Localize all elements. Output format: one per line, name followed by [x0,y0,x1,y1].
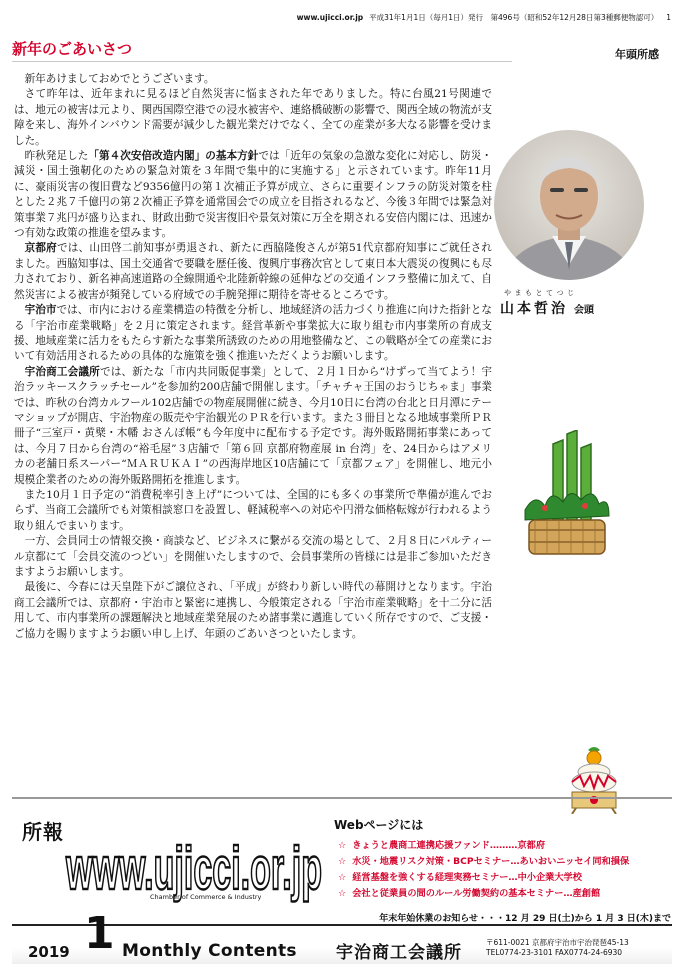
paragraph-text: では、市内における産業構造の特徴を分析し、地域経済の活力づくり推進に向けた指針となる「宇治市産業戦略」を２月に策定されます。経営革新や事業拡大に取り組む市内事業所の育成支援、地域産業に活力をもたらす新たな事業所誘致のための用地整備など、この戦略が全ての産業において有効活用されるための具体的な施策を強く推進いただくようお願いします。 [14,304,493,363]
paragraph-text: では、新たな「市内共同販促事業」として、２月１日から“けずって当てよう！宇治ラッキースクラッチセール”を参加約200店舗で開催します。「チャチャ王国のおうじちゃま」事業では、昨秋の台湾カルフール102店舗での物産展開催に続き、今月10日に台湾の台北と日月潭にテーマショップが開店、宇治物産の販売や宇治観光のＰＲを行います。また３冊目となる地域事業所ＰＲ冊子“三室戸・黄檗・木幡 おさんぽ帳”も今年度中に配布する予定です。海外販路開拓事業にあっては、今月７日から台湾の“裕毛屋”３店舗で「第６回 京都府物産展 in 台湾」を、24日からはアメリカの老舗日系スーパー“ＭＡＲＵＫＡＩ”の西海岸地区10店舗にて「京都フェア」を開催し、地元小規模企業者のための海外販路開拓を推進します。 [14,365,492,486]
author-role: 会頭 [574,305,594,316]
web-link-item[interactable] [338,838,670,854]
section-label: 年頭所感 [615,48,659,61]
star-icon: ☆ [338,888,347,899]
header-site-url[interactable]: www.ujicci.or.jp [296,13,364,22]
article-body [14,72,492,642]
holiday-notice: 年末年始休業のお知らせ・・・12 月 29 日(土)から 1 月 3 日(木)まで [379,914,671,924]
highlight-text: 宇治商工会議所 [24,365,100,378]
contact-line: TEL0774-23-3101 FAX0774-24-6930 [486,948,623,957]
portrait-icon [494,130,644,280]
author-signature [500,288,650,318]
article-paragraph [14,241,492,303]
site-logo-text: www.ujicci.or.jp [65,835,323,902]
article-paragraph [14,149,492,241]
web-link-item[interactable] [338,886,670,902]
logo-subtitle: Chamber of Commerce & Industry [150,893,262,901]
author-ruby: やまもとてつじ [504,289,578,297]
highlight-text: 「第４次安倍改造内閣」の基本方針 [88,150,259,163]
web-links [338,838,670,902]
paragraph-text: では「近年の気象の急激な変化に対応し、防災・減災・国土強靭化のための緊急対策を３年間で集中的に実施する」と示されています。昨年11月に、豪雨災害の復旧費など9356億円の第１次補正予算が成立、さらに重要インフラの防災対策を柱とした２兆７千億円の第２次補正予算を通常国会での成立を目指されるなど、今後３年間では緊急対策事業７兆円が盛り込まれ、財政出動で災害復旧や景気対策に万全を期される安倍内閣には、迅速かつ有効な政策の推進を望みます。 [14,150,493,240]
author-name: 山本哲治 [500,301,568,317]
page-number: 1 [666,13,671,22]
issue-year: 2019 [28,943,70,961]
star-icon: ☆ [338,856,347,867]
kagami-mochi-illustration [558,742,630,814]
web-link-item[interactable] [338,870,670,886]
paragraph-text: 昨秋発足した [24,150,89,163]
article-paragraph [14,488,492,534]
kadomatsu-icon [515,430,615,560]
page-title: 新年のごあいさつ [12,40,133,58]
article-paragraph [14,580,492,642]
paragraph-text: 最後に、今春には天皇陛下がご譲位され、「平成」が終わり新しい時代の幕開けとなります。宇治商工会議所では、京都府・宇治市と緊密に連携し、今般策定される「宇治市産業戦略」を十二分に活用して、市内事業所の課題解決と地域産業発展のため諸事業に邁進していく所存ですので、ご支援・ご協力を賜りますようお願い申し上げ、年頭のごあいさつといたします。 [14,581,492,640]
paragraph-text: さて昨年は、近年まれに見るほど自然災害に悩まされた年でありました。特に台風21号関連では、地元の被害は元より、関西国際空港での浸水被害や、連絡橋破断の影響で、関西全域の物流が支障を来し、海外インバウンド需要が減少した観光業だけでなく、全ての産業が多大なる影響を受けました。 [14,88,492,147]
web-link-item[interactable] [338,854,670,870]
highlight-text: 京都府 [24,242,57,255]
monthly-contents-label: Monthly Contents [122,941,297,961]
article-paragraph [14,87,492,149]
header-meta [297,12,671,23]
paragraph-text: では、山田啓二前知事が勇退され、新たに西脇隆俊さんが第51代京都府知事にご就任されました。西脇知事は、国土交通省で要職を歴任後、復興庁事務次官として東日本大震災の復興にも尽力されており、新名神高速道路の全線開通や北陸新幹線の延伸などの交通インフラ整備に加えて、自然災害による被害が頻発している府域での手腕発揮に期待を寄せるところです。 [14,242,493,301]
kadomatsu-illustration [515,430,615,560]
web-heading: Webページには [334,818,424,832]
article-paragraph [14,72,492,87]
footer-divider [12,797,672,799]
web-link-label: 水災・地震リスク対策・BCPセミナー…あいおいニッセイ同和損保 [352,856,630,867]
star-icon: ☆ [338,872,347,883]
title-bar [12,38,512,62]
paragraph-text: また10月１日予定の“消費税率引き上げ”については、全国的にも多くの事業所で準備が進んでおらず、当商工会議所でも対策相談窓口を設置し、軽減税率への対応や円滑な価格転嫁が行われるよう取り組んでまいります。 [14,488,492,532]
chairman-photo [494,130,644,280]
address-line: 〒611-0021 京都府宇治市宇治琵琶45-13 [486,938,629,947]
web-link-label: 経営基盤を強くする経理実務セミナー…中小企業大学校 [352,872,582,883]
organization-name: 宇治商工会議所 [336,943,462,963]
shoho-label: 所報 [22,820,64,844]
header-issue-info: 平成31年1月1日（毎月1日）発行 第496号（昭和52年12月28日第3種郵便物認可） [369,13,659,22]
article-paragraph [14,303,492,365]
web-link-label: 会社と従業員の間のルール労働契約の基本セミナー…産創館 [352,888,601,899]
issue-month: 1 [84,908,115,959]
highlight-text: 宇治市 [24,304,57,317]
organization-address [486,938,629,958]
article-paragraph [14,365,492,488]
paragraph-text: 新年あけましておめでとうございます。 [24,73,215,85]
article-paragraph [14,534,492,580]
kagami-mochi-icon [558,742,630,814]
paragraph-text: 一方、会員同士の情報交換・商談など、ビジネスに繋がる交流の場として、２月８日にパルティール京都にて「会員交流のつどい」を開催いたしますので、会員事業所の皆様には是非ご参加いただきますようお願いします。 [14,535,492,578]
star-icon: ☆ [338,840,347,851]
web-link-label: きょうと農商工連携応援ファンド………京都府 [352,840,546,851]
